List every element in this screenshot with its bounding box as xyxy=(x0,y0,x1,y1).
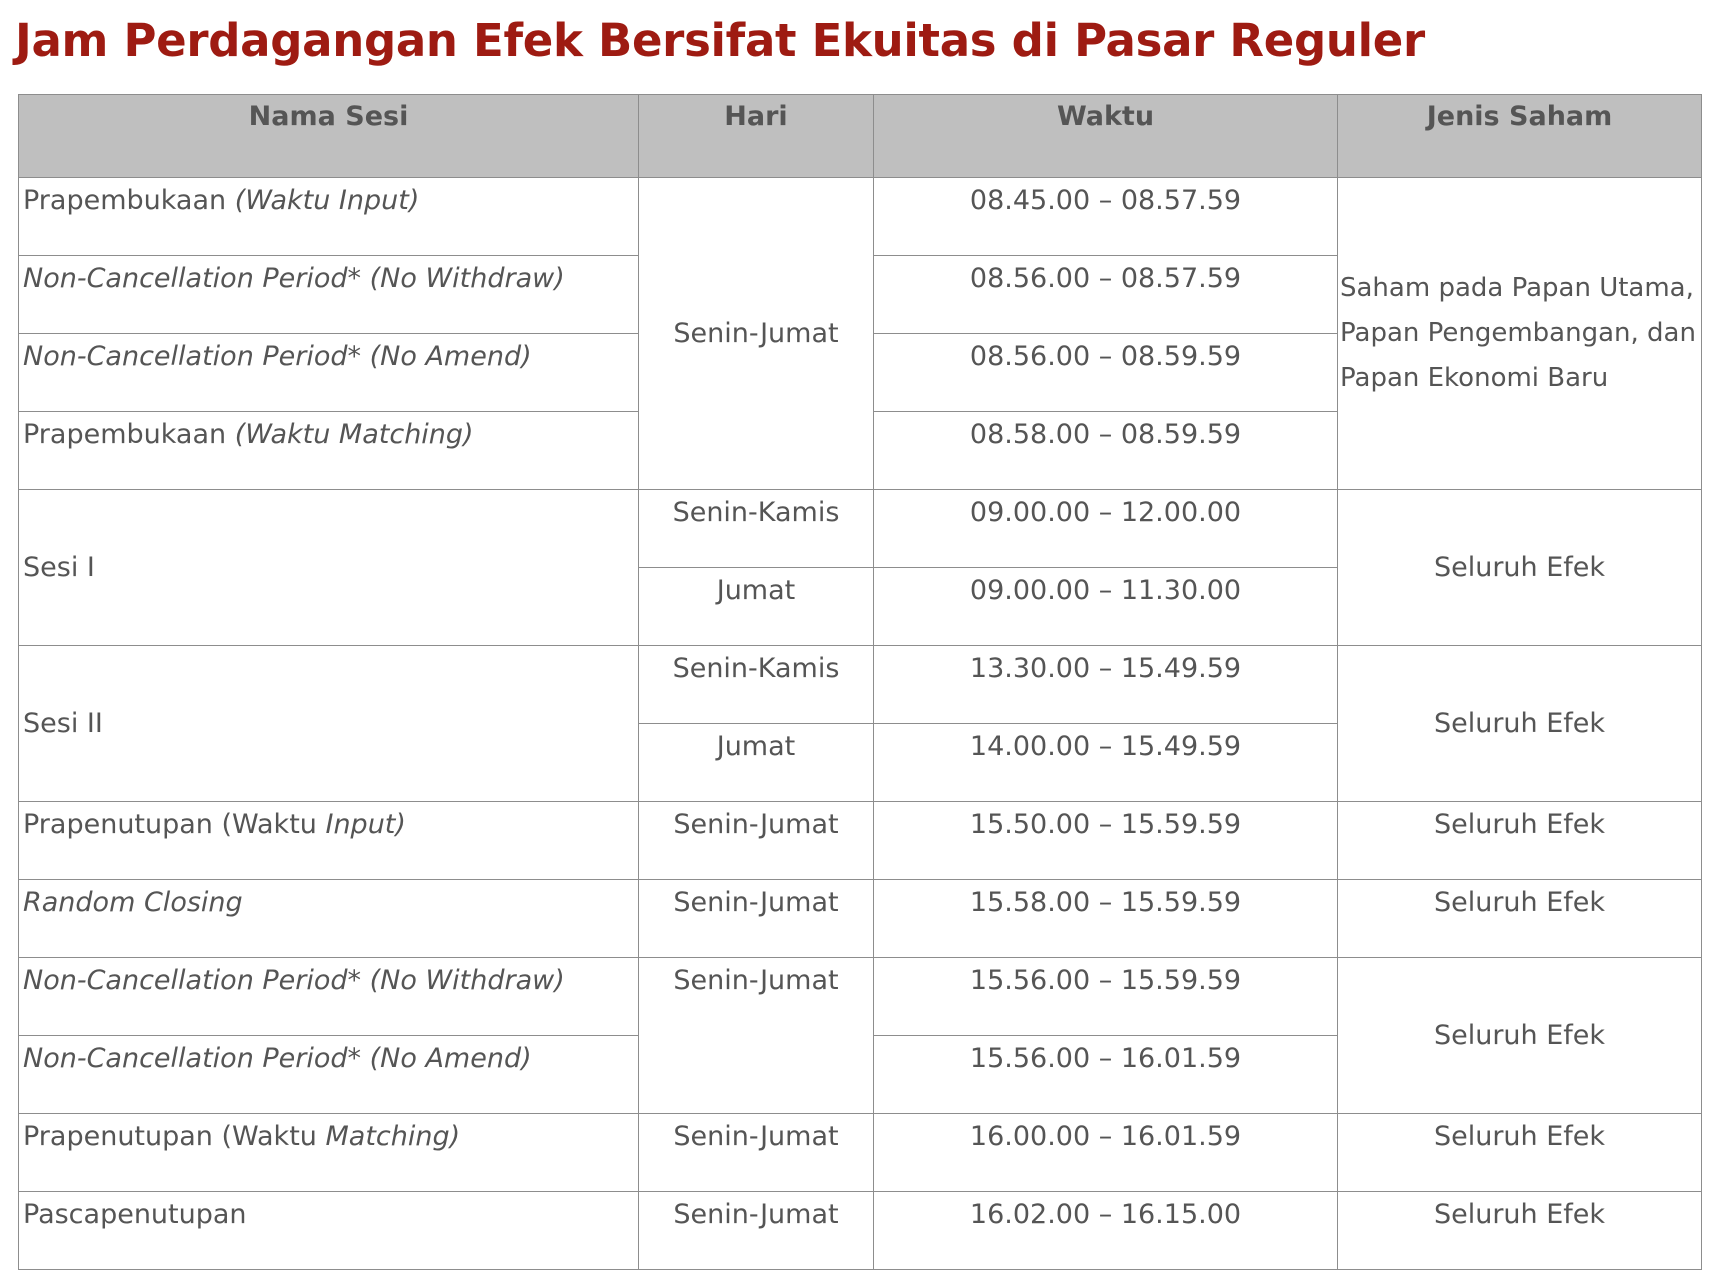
day-cell: Senin-Jumat xyxy=(639,178,874,490)
header-hari: Hari xyxy=(639,95,874,178)
session-name: Non-Cancellation Period* (No Withdraw) xyxy=(19,256,639,334)
table-row xyxy=(19,802,1702,880)
header-nama-sesi: Nama Sesi xyxy=(19,95,639,178)
time-cell: 09.00.00 – 12.00.00 xyxy=(874,490,1338,568)
session-name: Non-Cancellation Period* (No Withdraw) xyxy=(19,958,639,1036)
stock-type-cell: Seluruh Efek xyxy=(1338,490,1702,646)
session-name: Prapenutupan (Waktu Input) xyxy=(19,802,639,880)
table-row xyxy=(19,646,1702,724)
stock-type-cell: Saham pada Papan Utama, Papan Pengembangan, dan Papan Ekonomi Baru xyxy=(1338,178,1702,490)
time-cell: 16.00.00 – 16.01.59 xyxy=(874,1114,1338,1192)
day-cell: Senin-Jumat xyxy=(639,1192,874,1270)
day-cell: Senin-Jumat xyxy=(639,1114,874,1192)
day-cell: Jumat xyxy=(639,568,874,646)
table-header-row xyxy=(19,95,1702,178)
stock-type-cell: Seluruh Efek xyxy=(1338,958,1702,1114)
day-cell: Senin-Jumat xyxy=(639,958,874,1114)
time-cell: 15.50.00 – 15.59.59 xyxy=(874,802,1338,880)
time-cell: 15.58.00 – 15.59.59 xyxy=(874,880,1338,958)
time-cell: 08.45.00 – 08.57.59 xyxy=(874,178,1338,256)
session-name: Sesi I xyxy=(19,490,639,646)
time-cell: 15.56.00 – 15.59.59 xyxy=(874,958,1338,1036)
session-name: Prapenutupan (Waktu Matching) xyxy=(19,1114,639,1192)
time-cell: 15.56.00 – 16.01.59 xyxy=(874,1036,1338,1114)
header-waktu: Waktu xyxy=(874,95,1338,178)
time-cell: 08.56.00 – 08.57.59 xyxy=(874,256,1338,334)
stock-type-cell: Seluruh Efek xyxy=(1338,802,1702,880)
table-row xyxy=(19,958,1702,1036)
time-cell: 13.30.00 – 15.49.59 xyxy=(874,646,1338,724)
table-row xyxy=(19,490,1702,568)
time-cell: 08.58.00 – 08.59.59 xyxy=(874,412,1338,490)
time-cell: 16.02.00 – 16.15.00 xyxy=(874,1192,1338,1270)
time-cell: 14.00.00 – 15.49.59 xyxy=(874,724,1338,802)
time-cell: 09.00.00 – 11.30.00 xyxy=(874,568,1338,646)
day-cell: Senin-Kamis xyxy=(639,490,874,568)
day-cell: Senin-Jumat xyxy=(639,880,874,958)
session-name: Prapembukaan (Waktu Input) xyxy=(19,178,639,256)
table-row xyxy=(19,1114,1702,1192)
session-name: Sesi II xyxy=(19,646,639,802)
session-name: Prapembukaan (Waktu Matching) xyxy=(19,412,639,490)
session-name: Pascapenutupan xyxy=(19,1192,639,1270)
header-jenis-saham: Jenis Saham xyxy=(1338,95,1702,178)
stock-type-cell: Seluruh Efek xyxy=(1338,1192,1702,1270)
time-cell: 08.56.00 – 08.59.59 xyxy=(874,334,1338,412)
session-name: Non-Cancellation Period* (No Amend) xyxy=(19,334,639,412)
day-cell: Senin-Jumat xyxy=(639,802,874,880)
day-cell: Senin-Kamis xyxy=(639,646,874,724)
page-title: Jam Perdagangan Efek Bersifat Ekuitas di Pasar Reguler xyxy=(15,14,1425,67)
stock-type-cell: Seluruh Efek xyxy=(1338,1114,1702,1192)
trading-hours-table xyxy=(18,94,1702,1270)
session-name: Non-Cancellation Period* (No Amend) xyxy=(19,1036,639,1114)
table-row xyxy=(19,1192,1702,1270)
stock-type-cell: Seluruh Efek xyxy=(1338,646,1702,802)
session-name: Random Closing xyxy=(19,880,639,958)
table-row xyxy=(19,178,1702,256)
table-row xyxy=(19,880,1702,958)
day-cell: Jumat xyxy=(639,724,874,802)
stock-type-cell: Seluruh Efek xyxy=(1338,880,1702,958)
